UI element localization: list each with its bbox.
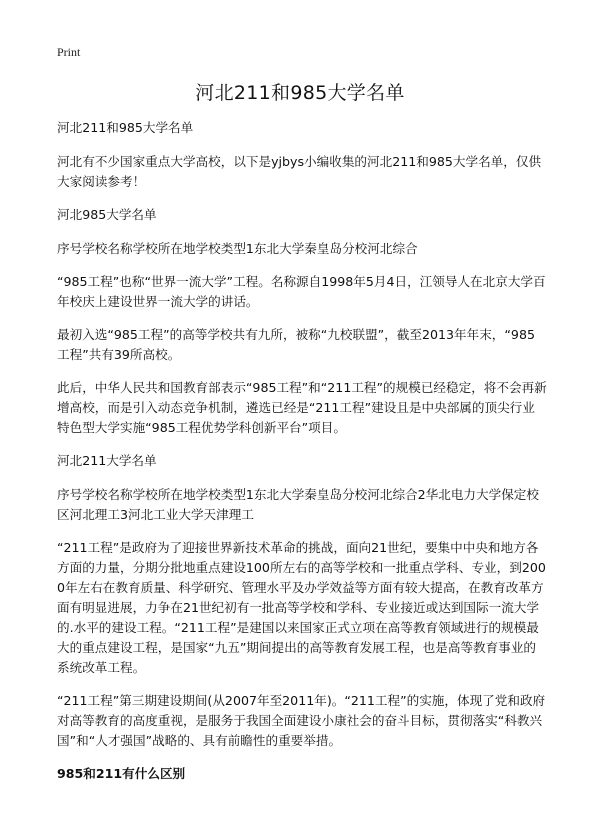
paragraph: 此后，中华人民共和国教育部表示“985工程”和“211工程”的规模已经稳定，将不会再新增高校，而是引入动态竞争机制，遴选已经是“211工程”建设且是中央部属的顶尖行业特色型大学实施“985工程优势学科创新平台”项目。 — [57, 380, 547, 435]
paragraph: “211工程”是政府为了迎接世界新技术革命的挑战，面向21世纪，要集中中央和地方各方面的力量，分期分批地重点建设100所左右的高等学校和一批重点学科、专业，到2000年左右在教育质量、科学研究、管理水平及办学效益等方面有较大提高，在教育改革方面有明显进展，力争在21世纪初有一批高等学校和学科、专业接近或达到国际一流大学的.水平的建设工程。“211工程”是建国以来国家正式立项在高等教育领域进行的规模最大的重点建设工程，是国家“九五”期间提出的高等教育发展工程，也是高等教育事业的系统改革工程。 — [57, 540, 546, 675]
difference-heading: 985和211有什么区别 — [57, 766, 186, 781]
paragraph: “211工程”第三期建设期间(从2007年至2011年)。“211工程”的实施，体现了党和政府对高等教育的高度重视，是服务于我国全面建设小康社会的奋斗目标，贯彻落实“科教兴国”和“人才强国”战略的、具有前瞻性的重要举措。 — [57, 693, 546, 748]
page-title: 河北211和985大学名单 — [195, 82, 405, 104]
list-985-paragraph: 序号学校名称学校所在地学校类型1东北大学秦皇岛分校河北综合 — [57, 241, 418, 256]
paragraph: 最初入选“985工程”的高等学校共有九所，被称“九校联盟”，截至2013年年末，“985工程”共有39所高校。 — [57, 327, 535, 362]
print-link[interactable]: Print — [57, 45, 81, 59]
intro-paragraph: 河北有不少国家重点大学高校，以下是yjbys小编收集的河北211和985大学名单，仅供大家阅读参考！ — [57, 154, 542, 189]
section-heading-985: 河北985大学名单 — [57, 207, 157, 222]
paragraph: “985工程”也称“世界一流大学”工程。名称源自1998年5月4日，江领导人在北京大学百年校庆上建设世界一流大学的讲话。 — [57, 274, 546, 309]
list-211-paragraph: 序号学校名称学校所在地学校类型1东北大学秦皇岛分校河北综合2华北电力大学保定校区河北理工3河北工业大学天津理工 — [57, 487, 539, 522]
section-heading-211: 河北211大学名单 — [57, 453, 157, 468]
section-heading: 河北211和985大学名单 — [57, 120, 194, 135]
article-body — [57, 118, 547, 797]
